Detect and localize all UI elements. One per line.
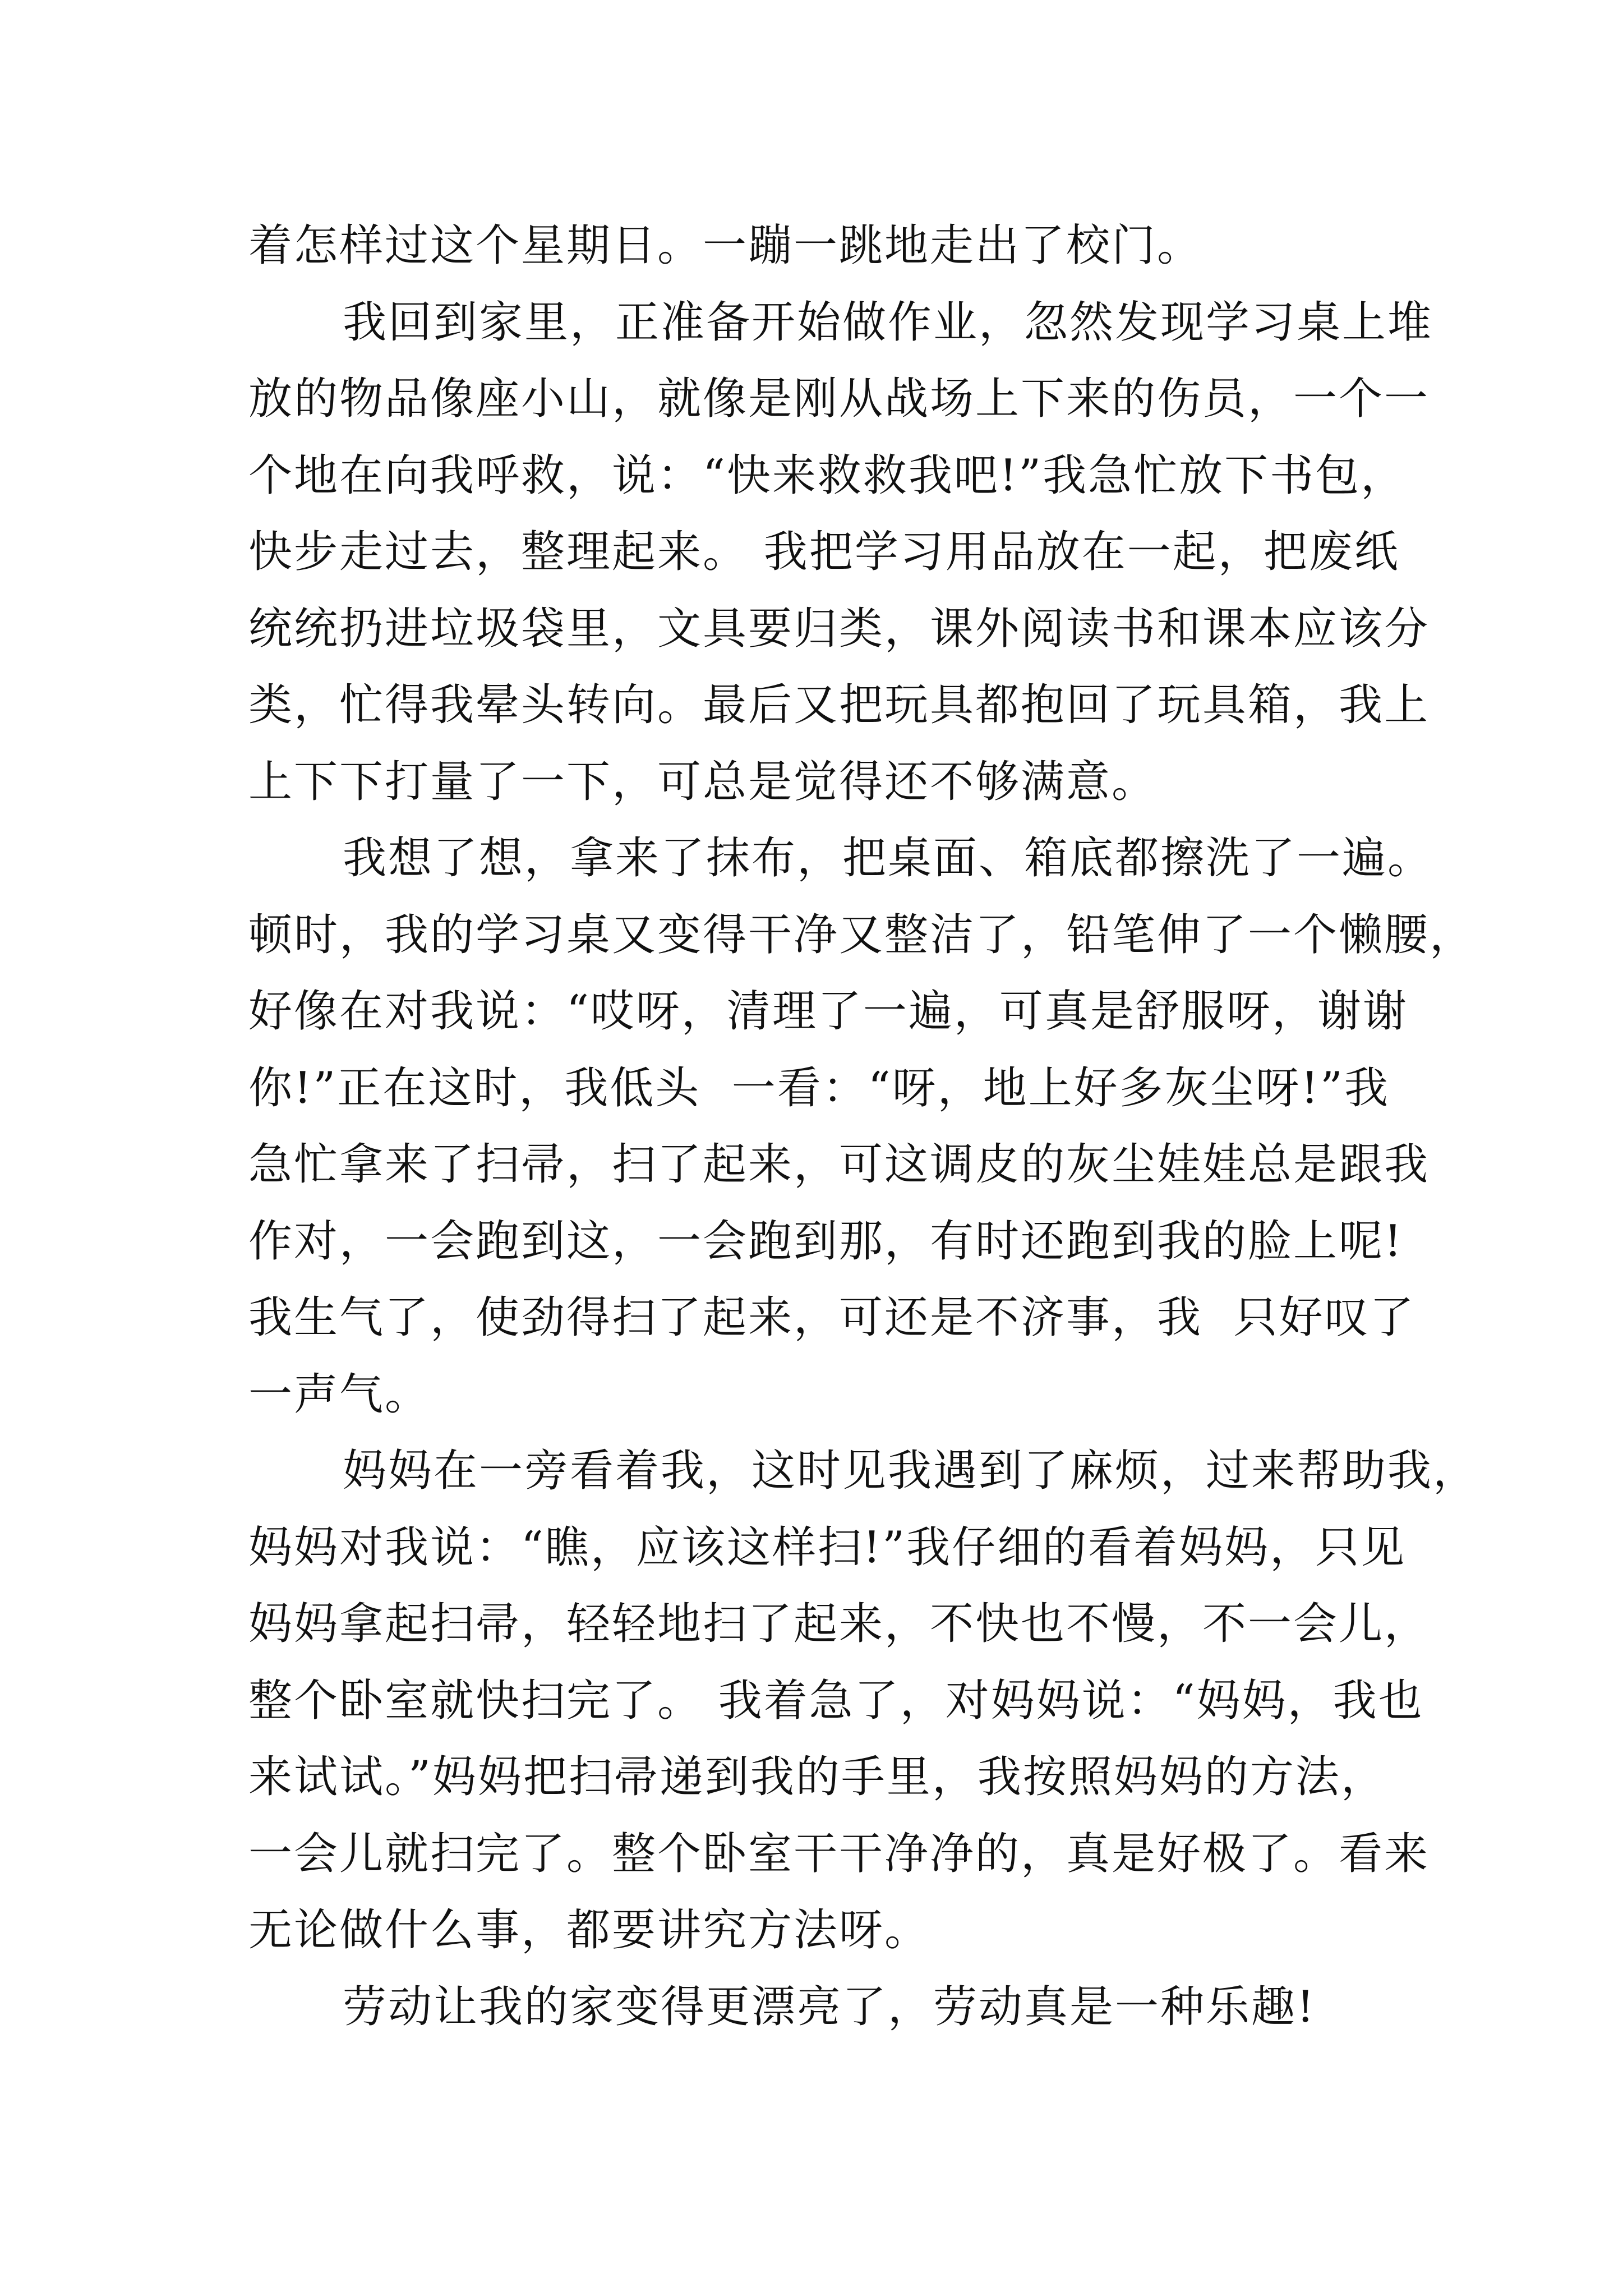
text-line: 作对，一会跑到这，一会跑到那，有时还跑到我的脸上呢! (248, 1216, 1404, 1267)
text-line: 快步走过去，整理起来。 我把学习用品放在一起，把废纸 (248, 527, 1400, 577)
text-line: 统统扔进垃圾袋里，文具要归类，课外阅读书和课本应该分 (248, 603, 1430, 654)
text-line: 劳动让我的家变得更漂亮了，劳动真是一种乐趣! (343, 1981, 1316, 2032)
text-line: 无论做什么事，都要讲究方法呀。 (248, 1905, 930, 1955)
text-line: 类，忙得我晕头转向。最后又把玩具都抱回了玩具箱，我上 (248, 680, 1430, 730)
text-line: 一声气。 (248, 1369, 431, 1420)
text-line: 放的物品像座小山，就像是刚从战场上下来的伤员，一个一 (248, 374, 1430, 424)
text-line: 妈妈对我说：“瞧，应该这样扫!”我仔细的看着妈妈，只见 (248, 1522, 1407, 1573)
text-line: 整个卧室就快扫完了。 我着急了，对妈妈说：“妈妈，我也 (248, 1675, 1424, 1726)
text-line: 你!”正在这时，我低头 一看：“呀，地上好多灰尘呀!”我 (248, 1062, 1390, 1114)
text-line: 我生气了，使劲得扫了起来，可还是不济事，我 只好叹了 (248, 1292, 1415, 1343)
text-line: 我回到家里，正准备开始做作业，忽然发现学习桌上堆 (343, 297, 1433, 348)
text-line: 急忙拿来了扫帚，扫了起来，可这调皮的灰尘娃娃总是跟我 (248, 1139, 1430, 1190)
document-body (248, 208, 1479, 2045)
text-line: 一会儿就扫完了。整个卧室干干净净的，真是好极了。看来 (248, 1828, 1430, 1879)
text-line: 来试试。”妈妈把扫帚递到我的手里，我按照妈妈的方法， (248, 1752, 1386, 1802)
text-line: 顿时，我的学习桌又变得干净又整洁了，铅笔伸了一个懒腰， (248, 909, 1476, 960)
text-line: 上下下打量了一下，可总是觉得还不够满意。 (248, 756, 1158, 807)
text-line: 着怎样过这个星期日。一蹦一跳地走出了校门。 (248, 220, 1203, 271)
text-line: 我想了想，拿来了抹布，把桌面、箱底都擦洗了一遍。 (343, 833, 1433, 884)
text-line: 妈妈拿起扫帚，轻轻地扫了起来，不快也不慢，不一会儿， (248, 1599, 1430, 1649)
text-line: 好像在对我说：“哎呀，清理了一遍，可真是舒服呀，谢谢 (248, 986, 1408, 1037)
text-line: 妈妈在一旁看着我，这时见我遇到了麻烦，过来帮助我， (343, 1446, 1479, 1496)
text-line: 个地在向我呼救，说：“快来救救我吧!”我急忙放下书包， (248, 450, 1407, 501)
